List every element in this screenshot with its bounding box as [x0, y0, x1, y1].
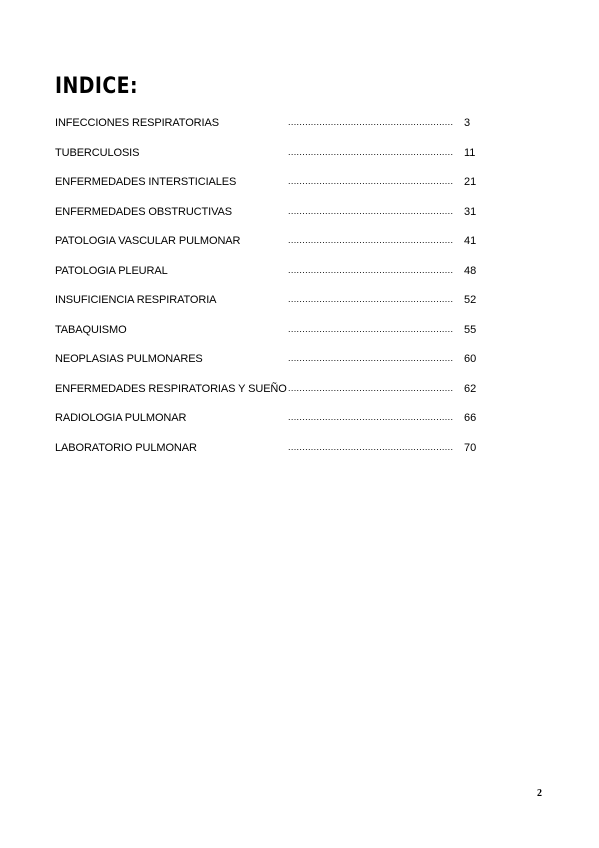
table-of-contents — [55, 114, 485, 468]
toc-entry-page: 21 — [464, 176, 477, 188]
toc-entry-page: 62 — [464, 382, 477, 395]
toc-leader-dots: .......................................................... — [288, 382, 454, 393]
toc-leader-dots: .......................................................... — [288, 176, 454, 186]
toc-entry-page: 66 — [464, 412, 477, 424]
toc-entry — [55, 144, 485, 174]
toc-entry-page: 11 — [464, 146, 476, 159]
toc-leader-dots: .......................................................... — [288, 441, 454, 452]
toc-entry — [55, 291, 485, 321]
toc-leader-dots: .......................................................... — [288, 412, 454, 422]
toc-entry — [55, 262, 485, 292]
page-title: INDICE: — [55, 74, 139, 99]
toc-entry — [55, 439, 485, 469]
toc-entry-title: TABAQUISMO — [55, 323, 127, 336]
toc-leader-dots: .......................................................... — [288, 117, 454, 127]
toc-entry — [55, 321, 485, 351]
toc-entry-page: 41 — [464, 235, 477, 247]
toc-entry-page: 55 — [464, 323, 477, 336]
toc-entry-title: ENFERMEDADES RESPIRATORIAS Y SUEÑO — [55, 382, 287, 395]
toc-entry-title: INSUFICIENCIA RESPIRATORIA — [55, 294, 217, 306]
toc-entry-title: RADIOLOGIA PULMONAR — [55, 412, 187, 424]
toc-leader-dots: .......................................................... — [288, 235, 454, 245]
toc-entry-page: 31 — [464, 205, 477, 218]
toc-entry-page: 48 — [464, 264, 477, 277]
toc-leader-dots: .......................................................... — [288, 264, 454, 275]
toc-entry-title: NEOPLASIAS PULMONARES — [55, 353, 203, 365]
toc-entry-title: LABORATORIO PULMONAR — [55, 441, 197, 454]
toc-entry — [55, 232, 485, 262]
toc-leader-dots: .......................................................... — [288, 146, 454, 157]
toc-entry — [55, 380, 485, 410]
toc-entry — [55, 203, 485, 233]
toc-entry-title: PATOLOGIA PLEURAL — [55, 264, 168, 277]
toc-leader-dots: .......................................................... — [288, 205, 454, 216]
toc-leader-dots: .......................................................... — [288, 323, 454, 334]
toc-entry — [55, 173, 485, 203]
toc-entry — [55, 409, 485, 439]
toc-entry-title: INFECCIONES RESPIRATORIAS — [55, 117, 219, 129]
toc-entry-page: 60 — [464, 353, 477, 365]
toc-entry-title: ENFERMEDADES OBSTRUCTIVAS — [55, 205, 232, 218]
toc-entry-page: 70 — [464, 441, 477, 454]
toc-entry — [55, 350, 485, 380]
toc-leader-dots: .......................................................... — [288, 353, 454, 363]
toc-entry-page: 52 — [464, 294, 477, 306]
toc-entry-title: PATOLOGIA VASCULAR PULMONAR — [55, 235, 241, 247]
toc-entry-page: 3 — [464, 117, 471, 129]
toc-entry-title: ENFERMEDADES INTERSTICIALES — [55, 176, 237, 188]
toc-entry-title: TUBERCULOSIS — [55, 146, 140, 159]
page-number: 2 — [537, 788, 542, 799]
toc-entry — [55, 114, 485, 144]
toc-leader-dots: .......................................................... — [288, 294, 454, 304]
